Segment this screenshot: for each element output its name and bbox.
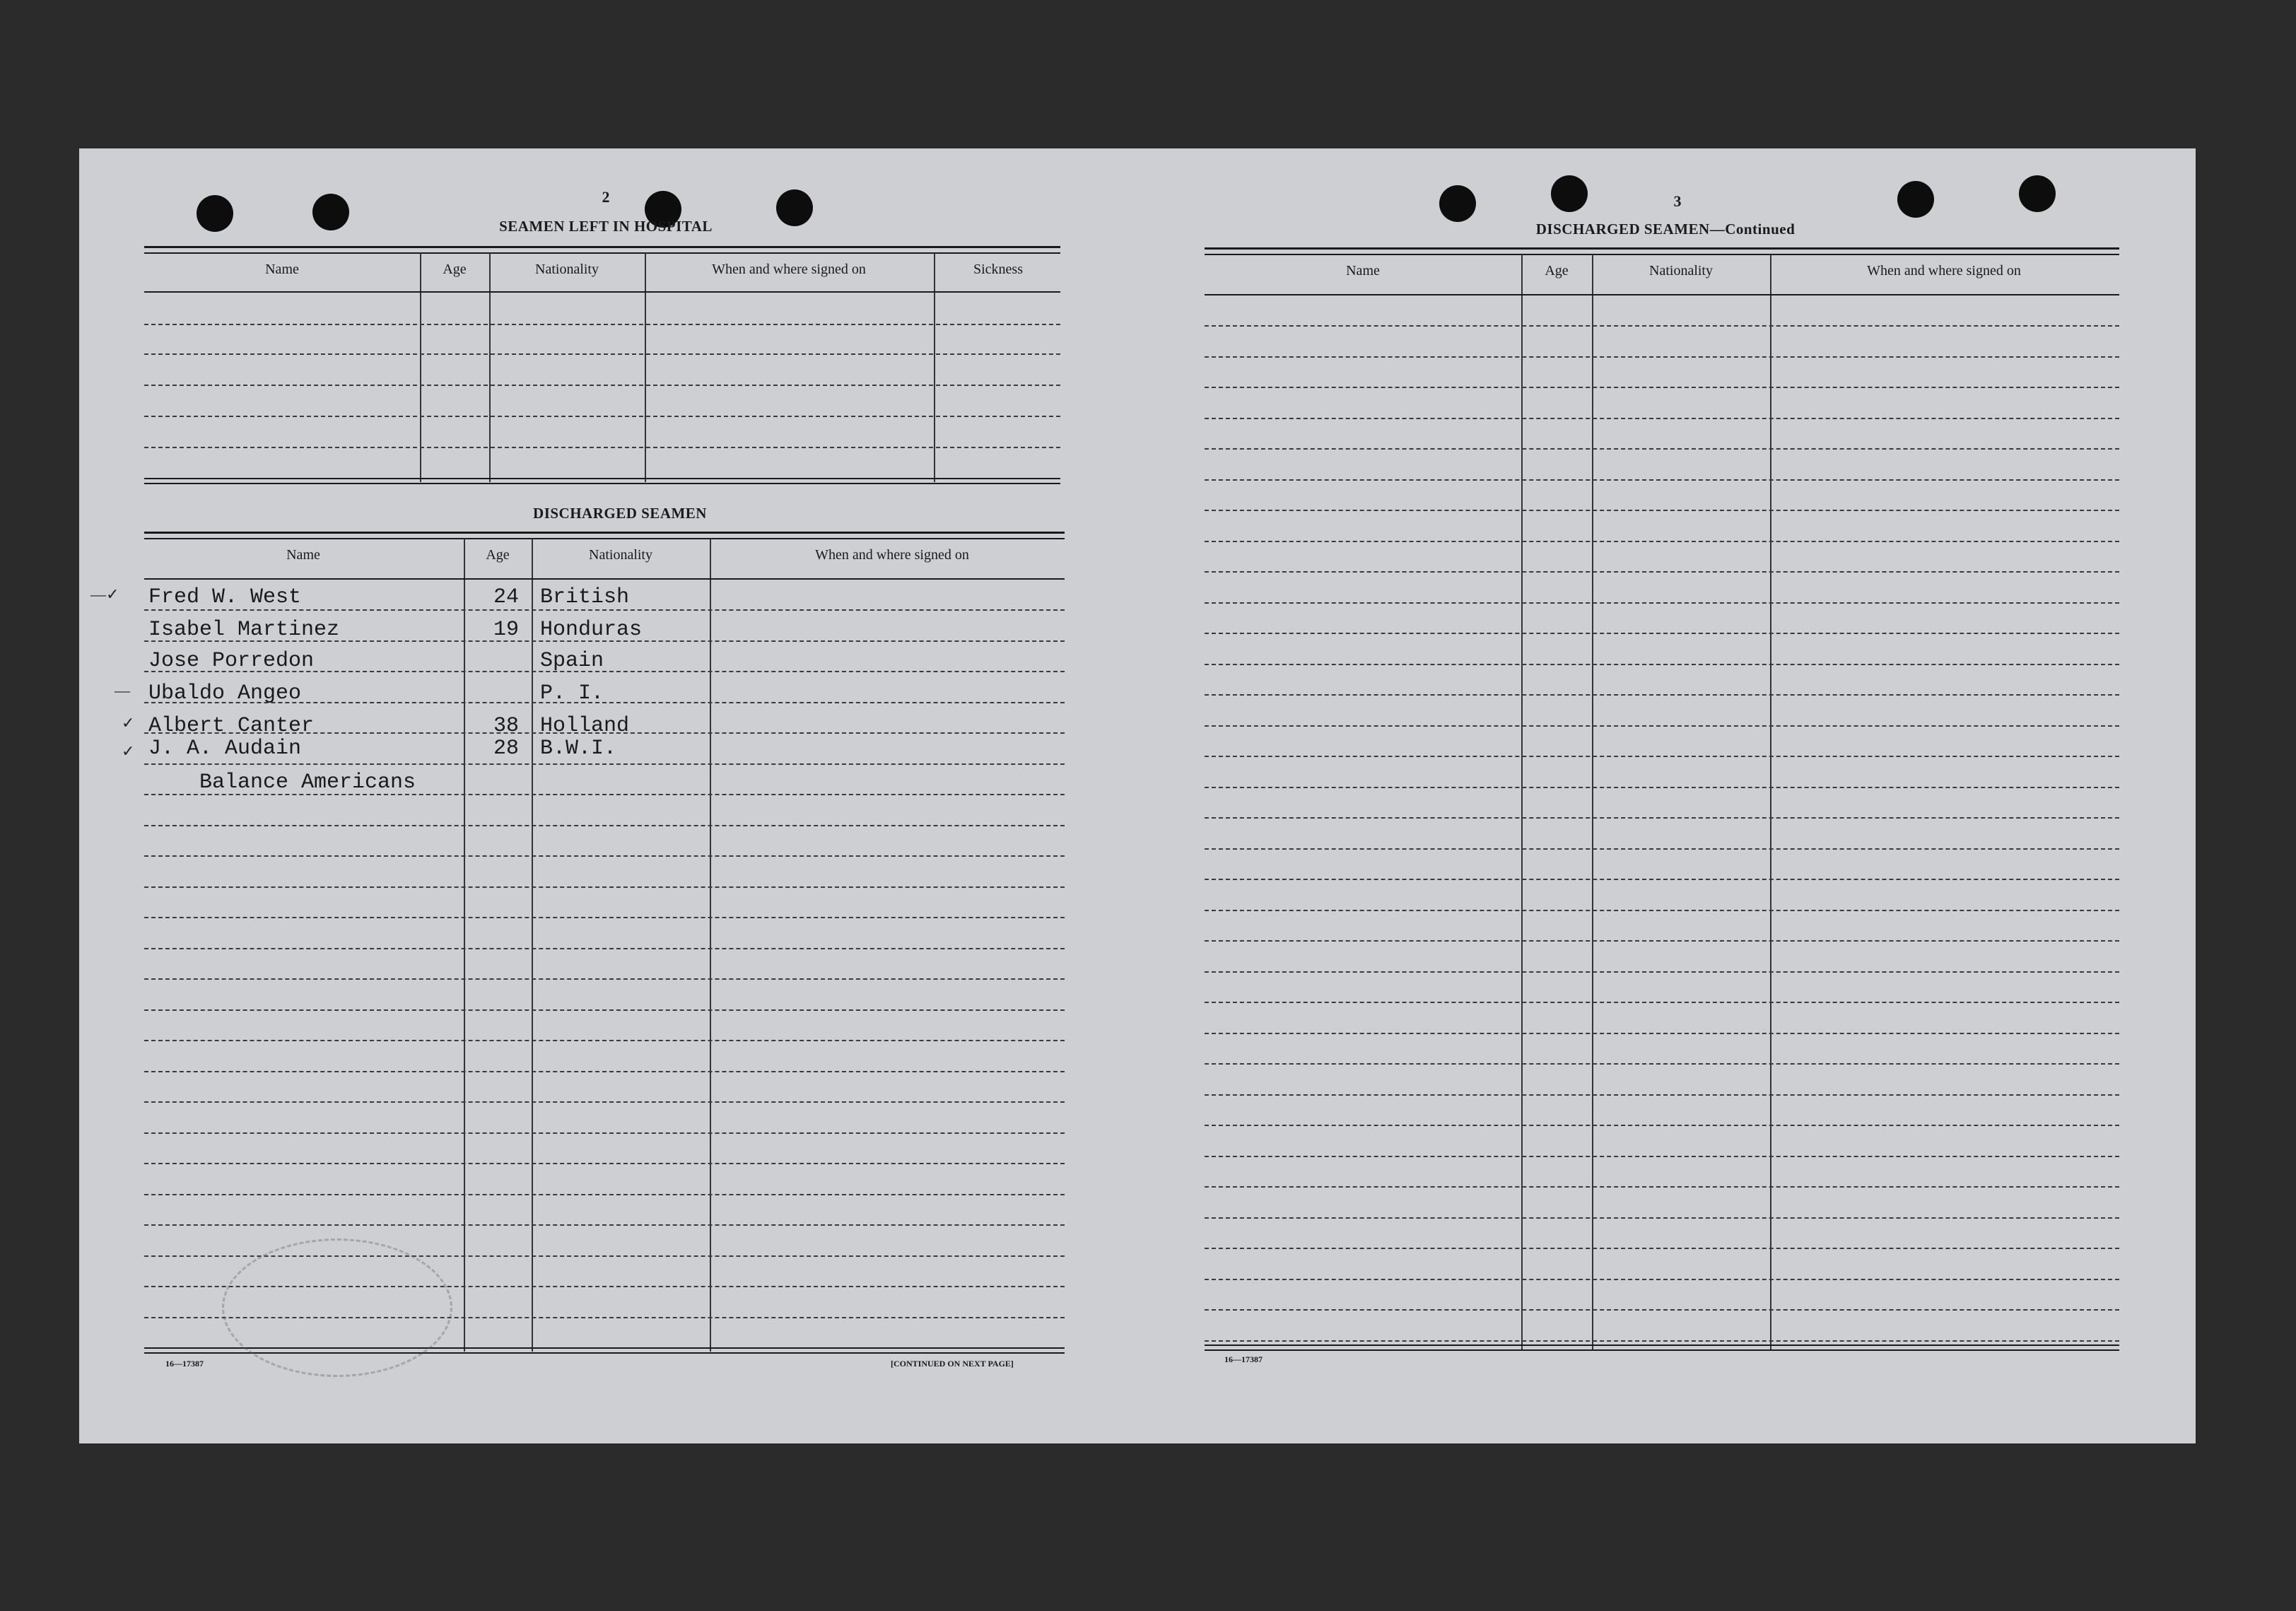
col-header-nationality: Nationality [1649, 263, 1713, 279]
col-header-name: Name [265, 262, 299, 277]
punch-hole [312, 194, 349, 230]
ruled-line [1205, 910, 2119, 911]
right-page-number: 3 [1673, 192, 1682, 210]
ruled-line [1205, 325, 2119, 327]
punch-hole [776, 189, 813, 226]
hospital-table [144, 246, 1060, 486]
col-header-nationality: Nationality [589, 547, 652, 563]
balance-note: Balance Americans [199, 771, 416, 795]
ruled-line [1205, 1156, 2119, 1157]
ruled-line [144, 1194, 1065, 1195]
ruled-line [1205, 387, 2119, 388]
seaman-name: Fred W. West [148, 585, 302, 609]
ruled-line [144, 763, 1065, 765]
ruled-line [1205, 1094, 2119, 1096]
ruled-line [144, 855, 1065, 857]
ruled-line [144, 1009, 1065, 1011]
ruled-line [1205, 848, 2119, 850]
seaman-nationality: B.W.I. [540, 737, 617, 761]
discharged-continued-table [1205, 247, 2119, 1353]
check-mark: —✓ [90, 585, 119, 603]
ruled-line [1205, 602, 2119, 604]
left-form-number: 16—17387 [165, 1359, 204, 1369]
ruled-line [1205, 1279, 2119, 1280]
ruled-line [1205, 633, 2119, 634]
ruled-line [1205, 1340, 2119, 1342]
punch-hole [1551, 175, 1588, 212]
seaman-name: Jose Porredon [148, 649, 315, 673]
ruled-line [144, 1132, 1065, 1134]
ruled-line [144, 825, 1065, 826]
seaman-nationality: Holland [540, 714, 630, 738]
ruled-line [1205, 541, 2119, 542]
check-mark: — [115, 681, 130, 699]
seaman-nationality: Spain [540, 649, 604, 673]
seaman-nationality: British [540, 585, 630, 609]
col-header-age: Age [1545, 263, 1569, 279]
ruled-line [1205, 787, 2119, 788]
ruled-line [1205, 510, 2119, 511]
ruled-line [144, 978, 1065, 980]
ruled-line [1205, 817, 2119, 819]
seaman-name: Isabel Martinez [148, 618, 340, 642]
ruled-line [144, 917, 1065, 918]
ruled-line [1205, 1248, 2119, 1249]
left-page-number: 2 [602, 188, 610, 206]
ruled-line [1205, 356, 2119, 358]
seaman-age: 24 [493, 585, 520, 609]
ruled-line [1205, 664, 2119, 665]
col-header-age: Age [486, 547, 510, 563]
discharged-section-title: DISCHARGED SEAMEN [533, 505, 707, 522]
col-header-signed-on: When and where signed on [1867, 263, 2021, 279]
ruled-line [1205, 1309, 2119, 1311]
ruled-line [144, 1163, 1065, 1164]
punch-hole [2019, 175, 2056, 212]
ruled-line [1205, 971, 2119, 973]
col-header-name: Name [286, 547, 320, 563]
ruled-line [1205, 1033, 2119, 1034]
hospital-section-title: SEAMEN LEFT IN HOSPITAL [499, 218, 713, 235]
ruled-line [1205, 571, 2119, 573]
ruled-line [1205, 1002, 2119, 1003]
ruled-line [1205, 448, 2119, 450]
ruled-line [1205, 694, 2119, 696]
ruled-line [1205, 1186, 2119, 1188]
right-section-title: DISCHARGED SEAMEN—Continued [1535, 221, 1796, 238]
punch-hole [1897, 181, 1934, 218]
ruled-line [1205, 1217, 2119, 1219]
punch-hole [1439, 185, 1476, 222]
ruled-line [144, 948, 1065, 949]
ruled-line [144, 1101, 1065, 1103]
ruled-line [144, 886, 1065, 888]
seaman-nationality: Honduras [540, 618, 643, 642]
punch-hole [197, 195, 233, 232]
col-header-nationality: Nationality [535, 262, 599, 277]
right-form-number: 16—17387 [1224, 1354, 1263, 1364]
seaman-name: J. A. Audain [148, 737, 302, 761]
col-header-name: Name [1346, 263, 1380, 279]
ruled-line [144, 1040, 1065, 1041]
seaman-name: Albert Canter [148, 714, 315, 738]
col-header-signed-on: When and where signed on [815, 547, 969, 563]
faded-stamp [222, 1238, 452, 1377]
check-mark: ✓ [122, 714, 135, 732]
ruled-line [1205, 879, 2119, 880]
ruled-line [1205, 479, 2119, 481]
seaman-nationality: P. I. [540, 681, 604, 705]
continued-note: [CONTINUED ON NEXT PAGE] [891, 1359, 1014, 1369]
ruled-line [1205, 418, 2119, 419]
col-header-age: Age [443, 262, 467, 277]
ruled-line [1205, 725, 2119, 727]
ruled-line [144, 1224, 1065, 1226]
col-header-sickness: Sickness [973, 262, 1023, 277]
ruled-line [1205, 1125, 2119, 1126]
document-sheet [79, 148, 2196, 1443]
seaman-age: 19 [493, 618, 520, 642]
ruled-line [144, 609, 1065, 611]
ruled-line [1205, 756, 2119, 757]
seaman-name: Ubaldo Angeo [148, 681, 302, 705]
ruled-line [1205, 1063, 2119, 1065]
check-mark: ✓ [122, 742, 135, 760]
col-header-signed-on: When and where signed on [712, 262, 866, 277]
ruled-line [1205, 940, 2119, 942]
discharged-table [144, 532, 1065, 1354]
ruled-line [144, 1071, 1065, 1072]
seaman-age: 38 [493, 714, 520, 738]
seaman-age: 28 [493, 737, 520, 761]
